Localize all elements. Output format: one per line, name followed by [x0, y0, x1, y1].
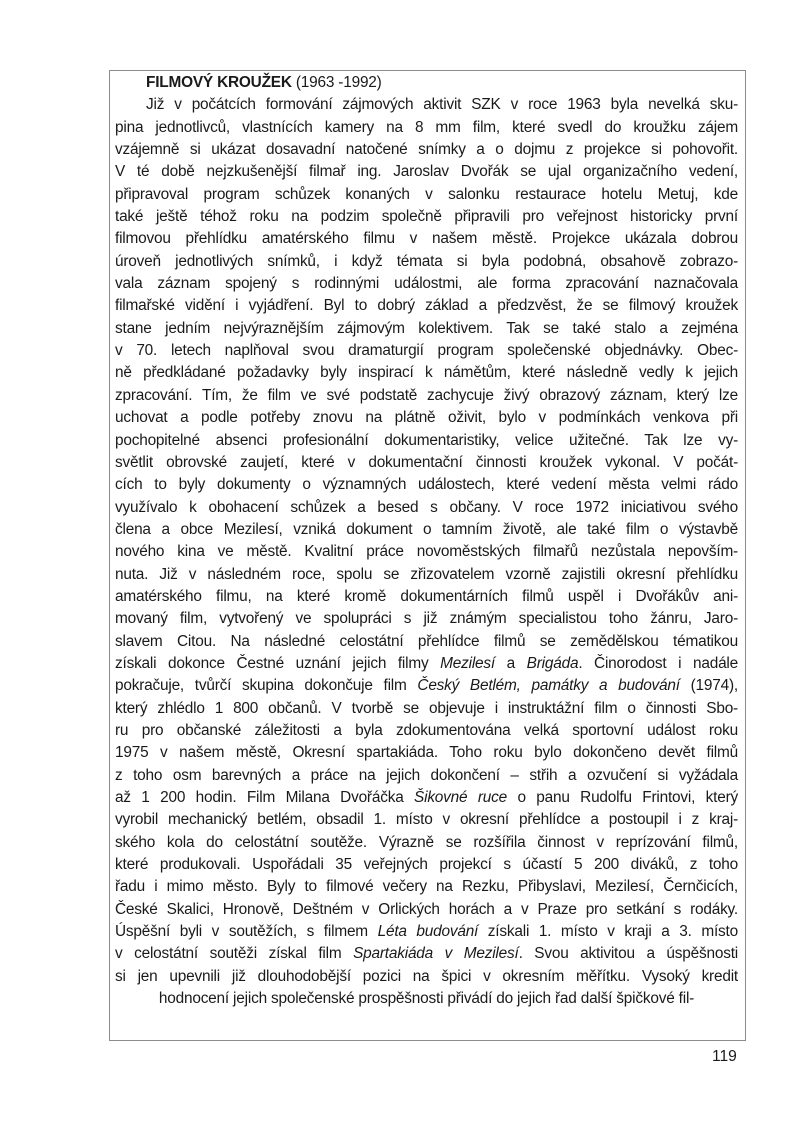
- text-run: . Svou aktivitou a úspěšnosti: [518, 945, 738, 963]
- text-run: ně předkládané požadavky byly inspirací k námětům, které následně vedly k jejich: [115, 364, 738, 382]
- text-run: z toho osm barevných a práce na jejich dokončení – střih a ozvučení si vyžádala: [115, 766, 738, 784]
- text-line: [115, 653, 738, 675]
- text-line: [115, 921, 738, 943]
- text-run: vyrobil mechanický betlém, obsadil 1. místo v okresní přehlídce a postoupil i z kraj-: [115, 811, 738, 829]
- text-line: [115, 541, 738, 563]
- text-run: světlit obrovské zaujetí, které v dokumentační činnosti kroužek vykonal. V počát-: [115, 453, 738, 471]
- text-line: [115, 698, 738, 720]
- text-line: [115, 206, 738, 228]
- film-title: Brigáda: [526, 654, 579, 672]
- text-line: [115, 854, 738, 876]
- text-line: [115, 943, 738, 965]
- text-line: [115, 899, 738, 921]
- text-run: ského kola do celostátní soutěže. Výrazně se rozšířila činnost v reprízování filmů,: [115, 833, 738, 851]
- text-run: cích to byly dokumenty o významných událostech, které vedení města velmi rádo: [115, 476, 738, 494]
- section-heading: [115, 72, 738, 94]
- text-run: filmařské vidění i vyjádření. Byl to dobrý základ a předzvěst, že se filmový kroužek: [115, 297, 738, 315]
- text-line: [115, 407, 738, 429]
- text-run: amatérského filmu, na které kromě dokumentárních filmů uspěl i Dvořákův ani-: [115, 587, 738, 605]
- text-run: 1975 v našem městě, Okresní spartakiáda. Toho roku bylo dokončeno devět filmů: [115, 744, 738, 762]
- heading-title: FILMOVÝ KROUŽEK: [146, 74, 292, 91]
- text-run: využívalo k obohacení schůzek a besed s občany. V roce 1972 iniciativou svého: [115, 498, 738, 516]
- text-line: [115, 318, 738, 340]
- text-line: [115, 474, 738, 496]
- film-title: Mezilesí: [440, 654, 495, 672]
- text-line: [115, 117, 738, 139]
- text-line: [115, 430, 738, 452]
- text-run: který zhlédlo 1 800 občanů. V tvorbě se objevuje i instruktážní film o činnosti Sbo-: [115, 699, 738, 717]
- text-line: [115, 765, 738, 787]
- text-run: řadu i mimo město. Byly to filmové večery na Rezku, Přibyslavi, Mezilesí, Černčicích,: [115, 878, 738, 896]
- text-run: pokračuje, tvůrčí skupina dokončuje film: [115, 677, 418, 695]
- text-run: úroveň jednotlivých snímků, i když témata si byla podobná, obsahově zobrazo-: [115, 252, 738, 270]
- text-line: [115, 631, 738, 653]
- page-number: 119: [712, 1048, 737, 1065]
- text-line: [115, 385, 738, 407]
- text-run: získali 1. místo v kraji a 3. místo: [478, 923, 738, 941]
- text-run: uchovat a podle potřeby znovu na plátně oživit, bylo v podmínkách venkova při: [115, 409, 738, 427]
- text-run: pina jednotlivců, vlastnících kamery na 8 mm film, které svedl do kroužku zájem: [115, 118, 738, 136]
- text-line: [115, 362, 738, 384]
- text-run: si jen upevnili již dlouhodobější pozici na špici v okresním měřítku. Vysoký kredit: [115, 967, 738, 985]
- heading-years: (1963 -1992): [291, 74, 382, 91]
- text-run: Již v počátcích formování zájmových aktivit SZK v roce 1963 byla nevelká sku-: [146, 96, 738, 114]
- text-run: člena a obce Mezilesí, vzniká dokument o tamním životě, ale také film o výstavbě: [115, 520, 738, 538]
- text-run: zpracování. Tím, že film ve své podstatě zachycuje živý obrazový záznam, který lze: [115, 386, 738, 404]
- film-title: Léta budování: [377, 923, 479, 941]
- text-run: připravoval program schůzek konaných v salonku restaurace hotelu Metuj, kde: [115, 185, 738, 203]
- text-line: [115, 608, 738, 630]
- text-run: v 70. letech naplňoval svou dramaturgií program společenské objednávky. Obec-: [115, 342, 738, 360]
- text-run: nového kina ve městě. Kvalitní práce novoměstských filmařů nezůstala nepovším-: [115, 543, 738, 561]
- text-run: filmovou přehlídku amatérského filmu v našem městě. Projekce ukázala dobrou: [115, 230, 738, 248]
- text-line: [115, 586, 738, 608]
- text-line: [115, 519, 738, 541]
- text-run: Úspěšní byli v soutěžích, s filmem: [115, 923, 378, 941]
- text-run: hodnocení jejich společenské prospěšnosti přivádí do jejich řad další špičkové fil-: [158, 990, 695, 1008]
- text-line: [115, 184, 738, 206]
- text-line: [115, 675, 738, 697]
- text-run: vzájemně si ukázat dosavadní natočené snímky a o dojmu z projekce si pohovořit.: [115, 141, 738, 159]
- text-line: [115, 787, 738, 809]
- text-run: o panu Rudolfu Frintovi, který: [506, 789, 738, 806]
- film-title: Šikovné ruce: [414, 789, 507, 806]
- text-run: movaný film, vytvořený ve spolupráci s již známým specialistou toho žánru, Jaro-: [115, 610, 738, 628]
- text-line: [115, 742, 738, 764]
- text-line: [115, 832, 738, 854]
- text-run: také ještě téhož roku na podzim společně připravili pro veřejnost historicky první: [115, 208, 738, 226]
- text-run: získali dokonce Čestné uznání jejich filmy: [115, 654, 441, 672]
- article-body: [115, 72, 738, 1010]
- text-line: [115, 720, 738, 742]
- text-line: [115, 228, 738, 250]
- text-run: až 1 200 hodin. Film Milana Dvořáčka: [115, 789, 415, 806]
- text-run: stane jedním nejvýraznějším zájmovým kolektivem. Tak se také stalo a zejména: [115, 319, 738, 337]
- text-run: slavem Citou. Na následné celostátní přehlídce filmů se zemědělskou tématikou: [115, 632, 738, 650]
- text-line: [115, 273, 738, 295]
- text-run: vala záznam spojený s rodinnými událostmi, ale forma zpracování naznačovala: [115, 275, 738, 293]
- text-line: [115, 452, 738, 474]
- text-line: [115, 564, 738, 586]
- text-run: . Činorodost i nadále: [578, 654, 739, 672]
- text-line: [115, 809, 738, 831]
- text-run: v celostátní soutěži získal film: [115, 945, 354, 963]
- text-line: [115, 966, 738, 988]
- text-line: [115, 340, 738, 362]
- text-line: [115, 295, 738, 317]
- film-title: Český Betlém, památky a budování: [417, 677, 680, 695]
- text-line: [115, 94, 738, 116]
- text-run: (1974),: [679, 677, 738, 695]
- film-title: Spartakiáda v Mezilesí: [353, 945, 519, 963]
- text-run: pochopitelné absenci profesionální dokumentaristiky, velice užitečné. Tak lze vy-: [115, 431, 738, 449]
- text-line: [115, 161, 738, 183]
- text-run: V té době nejzkušenější filmař ing. Jaroslav Dvořák se ujal organizačního vedení,: [115, 163, 738, 181]
- text-run: nuta. Již v následném roce, spolu se zřizovatelem vzorně zajistili okresní přehlídku: [115, 565, 738, 583]
- text-run: které produkovali. Uspořádali 35 veřejných projekcí s účastí 5 200 diváků, z toho: [115, 856, 738, 874]
- text-line: [115, 876, 738, 898]
- text-line: [115, 139, 738, 161]
- text-run: České Skalici, Hronově, Deštném v Orlických horách a v Praze pro setkání s rodáky.: [115, 900, 738, 918]
- text-run: a: [494, 654, 527, 672]
- text-run: ru pro občanské záležitosti a byla zdokumentována velká sportovní událost roku: [115, 721, 738, 739]
- text-line: [115, 988, 738, 1010]
- text-line: [115, 497, 738, 519]
- paragraph: [115, 94, 738, 1010]
- text-line: [115, 251, 738, 273]
